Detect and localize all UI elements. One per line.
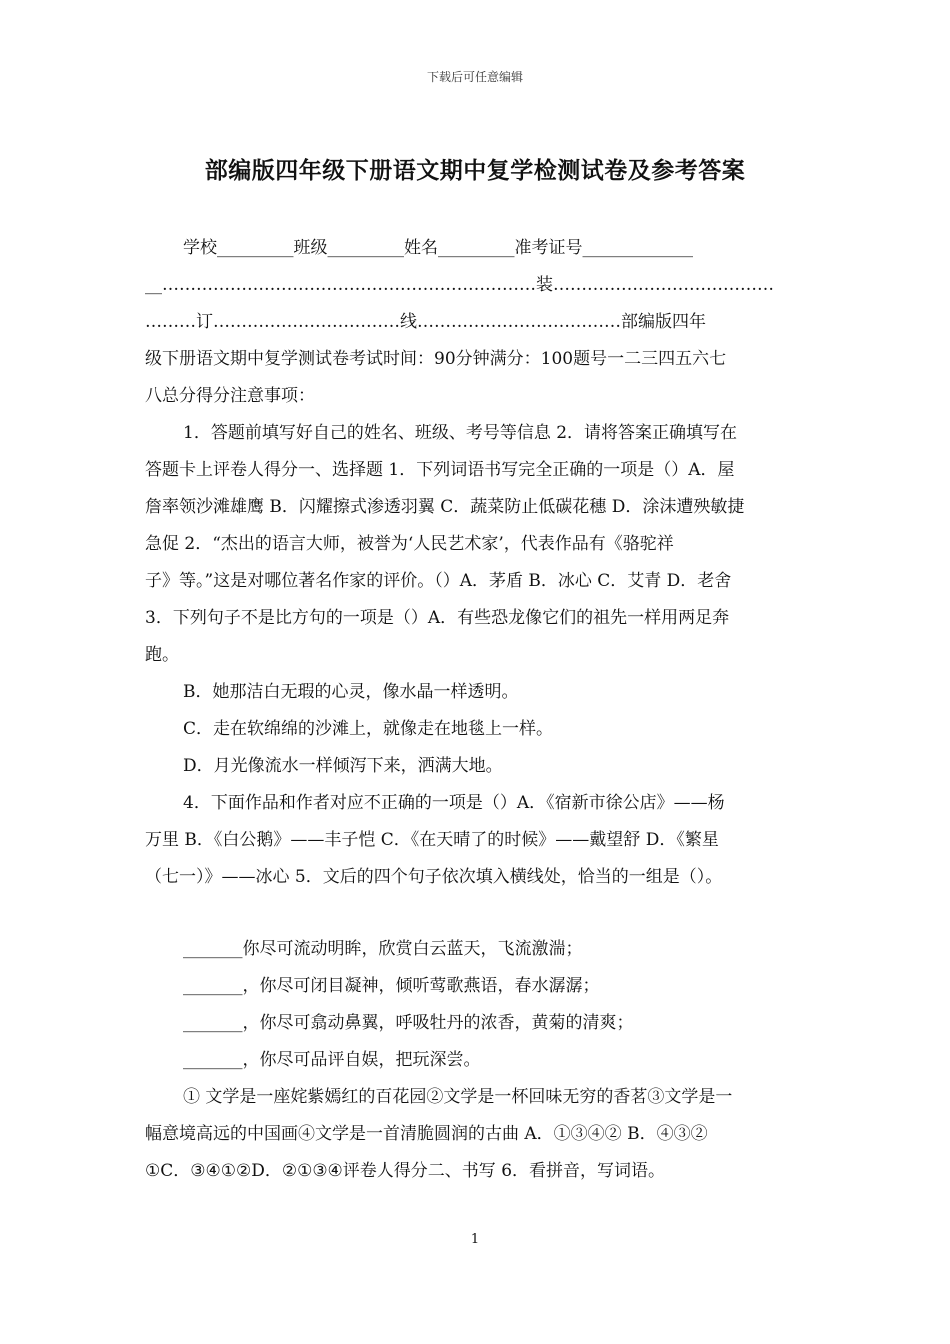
question-4-line: 4．下面作品和作者对应不正确的一项是（）A．《宿新市徐公店》——杨 [183,793,725,813]
document-title: 部编版四年级下册语文期中复学检测试卷及参考答案 [204,157,746,184]
text-line: 八总分得分注意事项： [145,386,315,406]
header-note: 下载后可任意编辑 [426,70,523,84]
question-5-choices: ① 文学是一座姹紫嫣红的百花园②文学是一杯回味无穷的香茗③文学是一 [183,1087,733,1107]
question-3-option-c: C．走在软绵绵的沙滩上，就像走在地毯上一样。 [183,719,554,739]
fill-blank-sentence-3: _______，你尽可翕动鼻翼，呼吸牡丹的浓香，黄菊的清爽； [183,1013,634,1033]
question-2-options: 子》等。”这是对哪位著名作家的评价。（）A．茅盾 B．冰心 C．艾青 D．老舍 [145,571,732,591]
binding-line-zhuang: __…………………………………………………………装………………………………… [145,275,774,295]
question-1-options: 詹率领沙滩雄鹰 B．闪耀擦式渗透羽翼 C．蔬菜防止低碳花穗 D．涂沫遭殃敏捷 [145,497,745,517]
fill-blank-sentence-2: _______，你尽可闭目凝神，倾听莺歌燕语，春水潺潺； [183,976,600,996]
student-info-line: 学校_________班级_________姓名_________准考证号_____________ [183,238,693,258]
question-3-line: 3．下列句子不是比方句的一项是（）A．有些恐龙像它们的祖先一样用两足奔 [145,608,730,628]
fill-blank-sentence-4: _______，你尽可品评自娱，把玩深尝。 [183,1050,481,1070]
section-2-line: ①C．③④①②D．②①③④评卷人得分二、书写 6．看拼音，写词语。 [145,1161,666,1181]
question-3-option-a-end: 跑。 [145,645,179,665]
question-5-line: （七一）》——冰心 5．文后的四个句子依次填入横线处，恰当的一组是（）。 [145,867,723,887]
binding-line-ding: ………订……………………………线………………………………部编版四年 [145,312,706,332]
question-3-option-b: B．她那洁白无瑕的心灵，像水晶一样透明。 [183,682,519,702]
question-3-option-d: D．月光像流水一样倾泻下来，洒满大地。 [183,756,503,776]
document-body [145,230,809,1190]
instructions-line: 1．答题前填写好自己的姓名、班级、考号等信息 2．请将答案正确填写在 [183,423,738,443]
question-2-line: 急促 2．“杰出的语言大师，被誉为‘人民艺术家’，代表作品有《骆驼祥 [145,534,674,554]
page-number: 1 [470,1232,480,1247]
spacer [145,896,809,931]
question-4-options: 万里 B．《白公鹅》——丰子恺 C．《在天晴了的时候》——戴望舒 D．《繁星 [145,830,719,850]
question-5-options: 幅意境高远的中国画④文学是一首清脆圆润的古曲 A．①③④② B．④③② [145,1124,708,1144]
fill-blank-sentence-1: _______你尽可流动明眸，欣赏白云蓝天，飞流激湍； [183,939,583,959]
question-1-line: 答题卡上评卷人得分一、选择题 1．下列词语书写完全正确的一项是（）A．屋 [145,460,735,480]
text-line: 级下册语文期中复学测试卷考试时间：90分钟满分：100题号一二三四五六七 [145,349,727,369]
